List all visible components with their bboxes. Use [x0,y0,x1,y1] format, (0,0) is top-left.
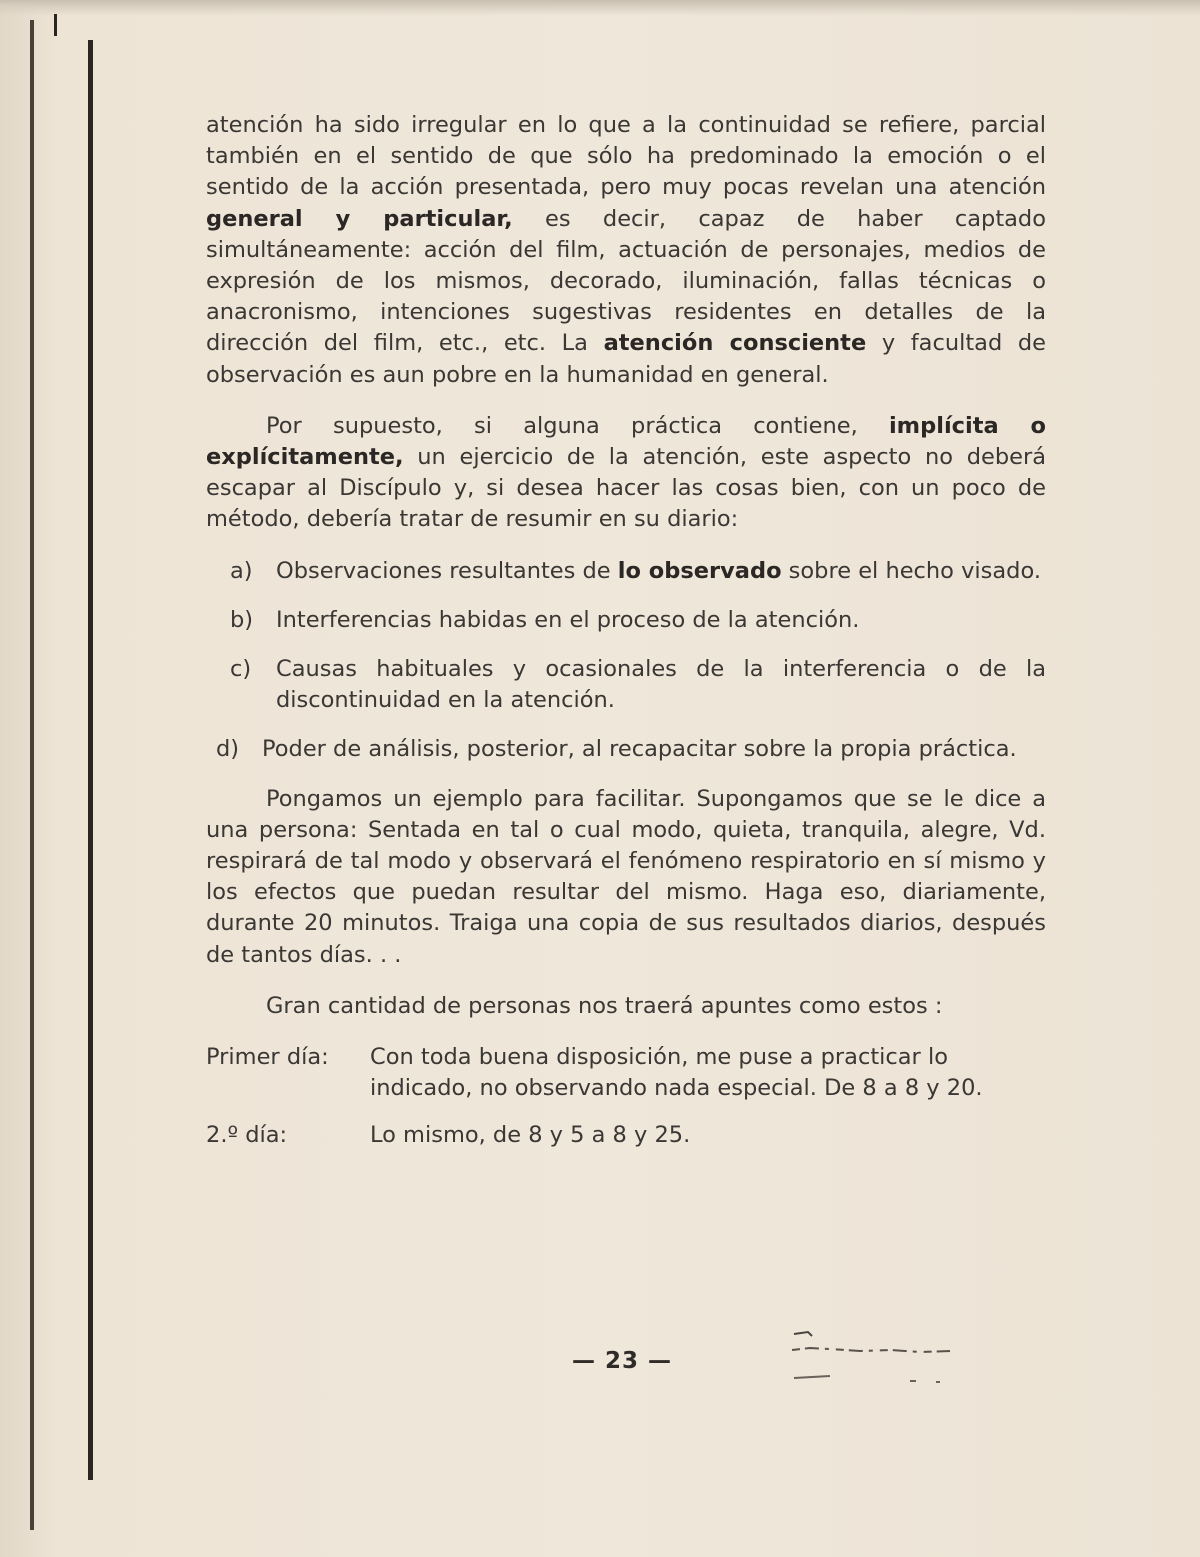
paragraph-example: Pongamos un ejemplo para facilitar. Supongamos que se le dice a una persona: Sentada en tal o cual modo, quieta, tranquila, alegre, Vd. respirará de tal modo y observará el fenómeno respiratorio en sí mismo y los efectos que puedan resultar del mismo. Haga eso, diariamente, durante 20 minutos. Traiga una copia de sus resultados diarios, después de tantos días. . . [206,785,1046,968]
list-text: Causas habituales y ocasionales de la interferencia o de la discontinuidad en la atención. [276,656,1046,714]
paragraph-practice [206,411,1046,536]
text-run: es decir, capaz de haber captado simultáneamente: acción del film, actuación de personajes, medios de expresión de los mismos, decorado, iluminación, fallas técnicas o anacronismo, intenciones sugestivas residentes en detalles de la dirección del film, etc., etc. La [206,205,1046,357]
list-text: Interferencias habidas en el proceso de la atención. [276,606,860,633]
binding-mark [54,14,57,36]
smudge-stroke [794,1332,812,1336]
list-item-c [206,654,1046,716]
binding-edge-inner [88,40,93,1480]
bold-phrase-implicit-explicit: implícita o explícitamente, [206,412,1046,471]
text-run: Por supuesto, si alguna práctica contiene, [266,412,889,439]
smudge-stroke [792,1348,950,1352]
bold-phrase-general-particular: general y particular, [206,205,513,232]
diary-day-label: 2.º día: [206,1122,288,1149]
diary-day-label: Primer día: [206,1044,329,1071]
page-top-edge [0,0,1200,16]
list-label: c) [230,656,252,683]
page-body [206,110,1046,1168]
text-run: sobre el hecho visado. [781,557,1041,584]
ink-smudge [790,1326,960,1392]
diary-entry-text: Lo mismo, de 8 y 5 a 8 y 25. [370,1122,691,1149]
list-text: Poder de análisis, posterior, al recapacitar sobre la propia práctica. [262,736,1017,763]
text-run: atención ha sido irregular en lo que a la continuidad se refiere, parcial también en el sentido de que sólo ha predominado la emoción o el sentido de la acción presentada, pero muy pocas revelan una atención [206,112,1046,201]
text-run: un ejercicio de la atención, este aspecto no deberá escapar al Discípulo y, si desea hacer las cosas bien, con un poco de método, debería tratar de resumir en su diario: [206,444,1046,533]
diary-entry-day-2 [206,1120,1046,1151]
text-run: Observaciones resultantes de [276,557,618,584]
paragraph-attention [206,110,1046,391]
text-run: y facultad de observación es aun pobre en la humanidad en general. [206,330,1046,388]
paragraph-notes-intro: Gran cantidad de personas nos traerá apuntes como estos : [266,992,943,1019]
diary-entry-day-1 [206,1042,1046,1104]
list-label: d) [216,736,240,763]
page-number: — 23 — [571,1348,673,1374]
list-label: b) [230,606,254,633]
list-item-b [206,605,1046,636]
list-label: a) [230,557,253,584]
bold-phrase-observed: lo observado [617,557,782,584]
list-item-d [206,734,1046,765]
list-text [276,556,1046,587]
smudge-stroke [794,1376,940,1382]
bold-phrase-conscious-attention: atención consciente [603,330,867,357]
list-item-a [206,556,1046,587]
binding-edge-outer [30,20,34,1530]
diary-entry-text: Con toda buena disposición, me puse a practicar lo indicado, no observando nada especial. De 8 a 8 y 20. [370,1044,983,1102]
diary-summary-list [206,556,1046,766]
